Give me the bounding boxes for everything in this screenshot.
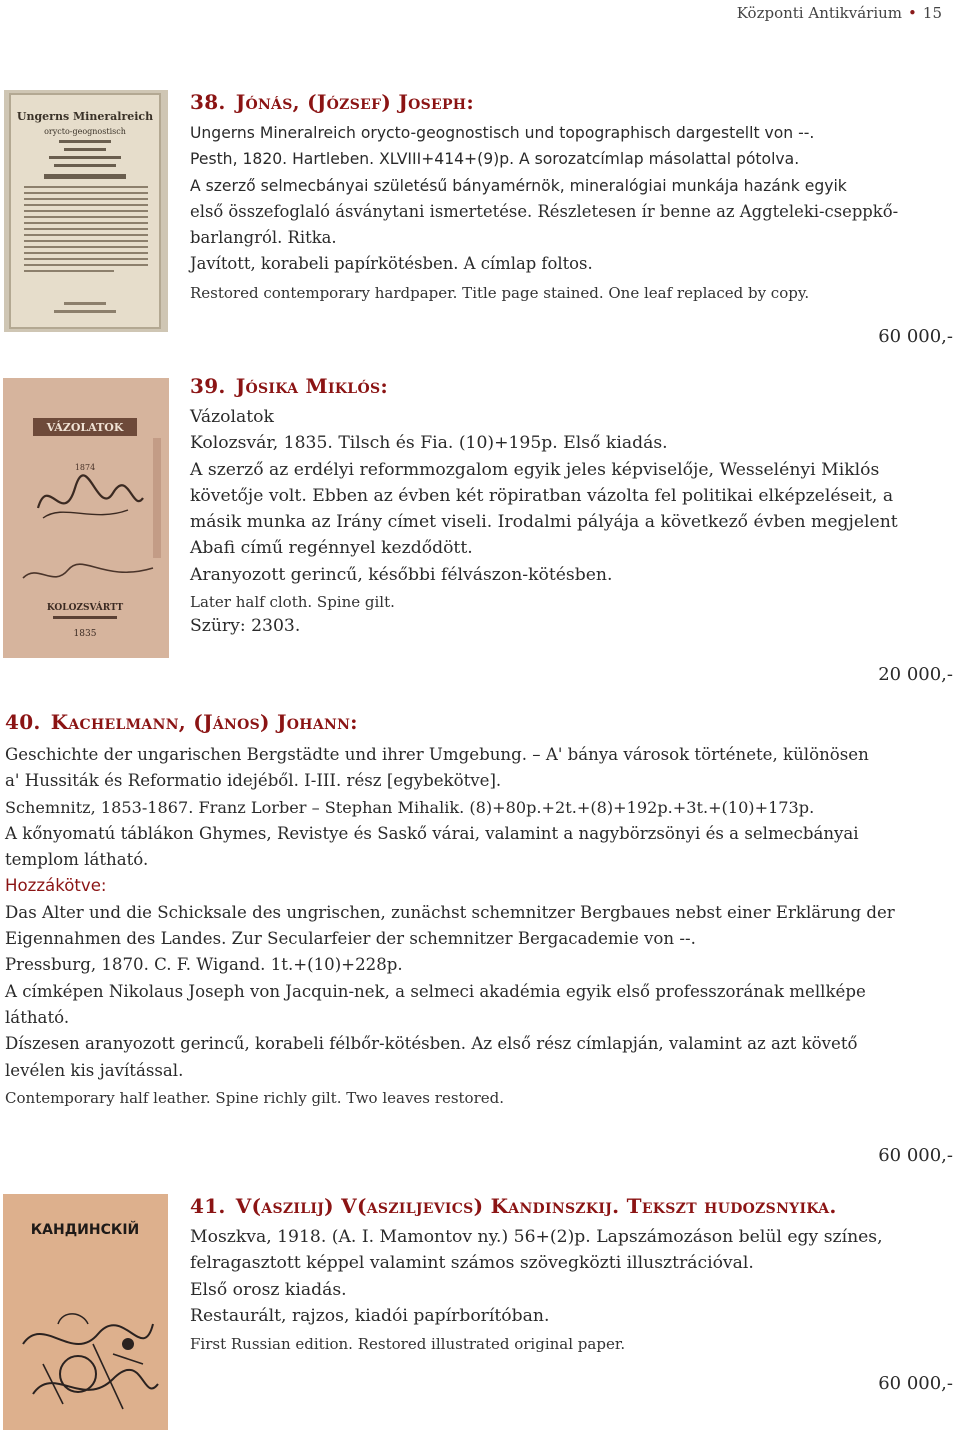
- lot-38-image-title: Ungerns Mineralreich: [16, 110, 154, 123]
- lot-39-description: [190, 404, 955, 639]
- lot-40-line2-3: Pressburg, 1870. C. F. Wigand. 1t.+(10)+228p.: [5, 955, 403, 975]
- lot-40-line2-7: levélen kis javítással.: [5, 1060, 184, 1080]
- lot-39-price: 20 000,-: [878, 664, 953, 685]
- lot-41-line-2: felragasztott képpel valamint számos szövegközti illusztrációval.: [190, 1253, 754, 1274]
- lot-39-line-7: Aranyozott gerincű, későbbi félvászon-kötésben.: [190, 564, 613, 585]
- lot-39-image-year: 1835: [73, 629, 97, 639]
- lot-38-book-image: [4, 90, 168, 332]
- lot-39-line-4: követője volt. Ebben az évben két röpiratban vázolta fel politikai elképzeléseit, a: [190, 485, 894, 506]
- lot-41-description: [190, 1224, 955, 1355]
- publisher-name: Központi Antikvárium: [736, 4, 903, 22]
- lot-38-image-subtitle: orycto-geognostisch: [44, 127, 126, 136]
- lot-39-author: Jósika Miklós:: [235, 374, 389, 398]
- lot-41-price: 60 000,-: [878, 1373, 953, 1394]
- lot-40-english-note: Contemporary half leather. Spine richly gilt. Two leaves restored.: [5, 1088, 504, 1107]
- lot-40-line-5: templom látható.: [5, 850, 149, 870]
- lot-39-reference: Szüry: 2303.: [190, 616, 301, 637]
- lot-39-book-image: [3, 378, 169, 658]
- lot-38-line-3: A szerző selmecbányai születésű bányamérnök, mineralógiai munkája hazánk egyik: [190, 176, 847, 195]
- lot-41-image-title: КАНДИНСКІЙ: [30, 1222, 140, 1238]
- lot-41-english-note: First Russian edition. Restored illustrated original paper.: [190, 1335, 626, 1354]
- lot-38-line-6: Javított, korabeli papírkötésben. A címlap foltos.: [190, 254, 593, 274]
- lot-40-bound-with-label: Hozzákötve:: [5, 876, 107, 896]
- lot-40-author: Kachelmann, (János) Johann:: [50, 710, 358, 734]
- lot-40-price: 60 000,-: [878, 1145, 953, 1166]
- lot-39-heading: [190, 374, 388, 398]
- lot-40-line2-6: Díszesen aranyozott gerincű, korabeli félbőr-kötésben. Az első rész címlapján, valamint az azt követő: [5, 1034, 858, 1054]
- lot-38-line-2: Pesth, 1820. Hartleben. XLVIII+414+(9)p. A sorozatcímlap másolattal pótolva.: [190, 150, 800, 169]
- lot-38-description: [190, 120, 955, 304]
- lot-39-english-note: Later half cloth. Spine gilt.: [190, 593, 395, 612]
- lot-39-number: 39.: [190, 374, 226, 398]
- lot-40-description: [5, 742, 955, 1109]
- lot-39-line-2: Kolozsvár, 1835. Tilsch és Fia. (10)+195p. Első kiadás.: [190, 433, 668, 454]
- lot-40-line2-2: Eigennahmen des Landes. Zur Secularfeier der schemnitzer Bergacademie von --.: [5, 929, 696, 949]
- lot-40-line-3: Schemnitz, 1853-1867. Franz Lorber – Stephan Mihalik. (8)+80p.+2t.+(8)+192p.+3t.+(10)+173p.: [5, 797, 815, 817]
- lot-40-line2-1: Das Alter und die Schicksale des ungrischen, zunächst schemnitzer Bergbaues nebst einer Erklärung der: [5, 902, 895, 922]
- lot-40-line-2: a' Hussiták és Reformatio idejéből. I-III. rész [egybekötve].: [5, 771, 502, 791]
- lot-39-line-1: Vázolatok: [190, 407, 274, 427]
- lot-39-line-6: Abafi című regénnyel kezdődött.: [190, 538, 473, 559]
- lot-41-author: V(aszilij) V(asziljevics) Kandinszkij. Tekszt hudozsnyika.: [235, 1194, 837, 1218]
- lot-39-image-place: KOLOZSVÁRTT: [46, 603, 124, 613]
- lot-41-number: 41.: [190, 1194, 226, 1218]
- lot-38-number: 38.: [190, 90, 226, 114]
- lot-40-line-1: Geschichte der ungarischen Bergstädte und ihrer Umgebung. – A' bánya városok története, különösen: [5, 745, 869, 764]
- lot-41-line-1: Moszkva, 1918. (A. I. Mamontov ny.) 56+(2)p. Lapszámozáson belül egy színes,: [190, 1227, 883, 1247]
- lot-38-heading: [190, 90, 474, 114]
- lot-39-line-3: A szerző az erdélyi reformmozgalom egyik jeles képviselője, Wesselényi Miklós: [190, 459, 880, 480]
- page-number: 15: [922, 4, 942, 22]
- header-bullet: •: [908, 4, 917, 22]
- lot-38-author: Jónás, (József) Joseph:: [235, 90, 475, 114]
- lot-40-heading: [5, 710, 358, 734]
- lot-40-line2-5: látható.: [5, 1007, 70, 1027]
- page-header: [737, 4, 942, 22]
- lot-38-line-4: első összefoglaló ásványtani ismertetése. Részletesen ír benne az Aggteleki-cseppkő-: [190, 201, 899, 221]
- lot-41-heading: [190, 1194, 837, 1218]
- lot-38-line-5: barlangról. Ritka.: [190, 228, 337, 248]
- lot-38-english-note: Restored contemporary hardpaper. Title page stained. One leaf replaced by copy.: [190, 283, 810, 302]
- lot-39-image-title: VÁZOLATOK: [46, 421, 124, 434]
- svg-text:1874: 1874: [74, 463, 96, 472]
- lot-40-line-4: A kőnyomatú táblákon Ghymes, Revistye és Saskő várai, valamint a nagybörzsönyi és a selmecbányai: [5, 823, 859, 843]
- lot-40-number: 40.: [5, 710, 41, 734]
- lot-41-line-4: Restaurált, rajzos, kiadói papírborítóban.: [190, 1305, 550, 1326]
- lot-41-book-image: [3, 1194, 168, 1430]
- lot-38-price: 60 000,-: [878, 326, 953, 347]
- lot-38-line-1: Ungerns Mineralreich orycto-geognostisch und topographisch dargestellt von --.: [190, 124, 815, 142]
- lot-41-line-3: Első orosz kiadás.: [190, 1279, 347, 1300]
- lot-39-line-5: másik munka az Irány címet viseli. Irodalmi pályája a következő évben megjelent: [190, 512, 898, 533]
- lot-40-line2-4: A címképen Nikolaus Joseph von Jacquin-nek, a selmeci akadémia egyik első professzorának mellképe: [5, 981, 866, 1001]
